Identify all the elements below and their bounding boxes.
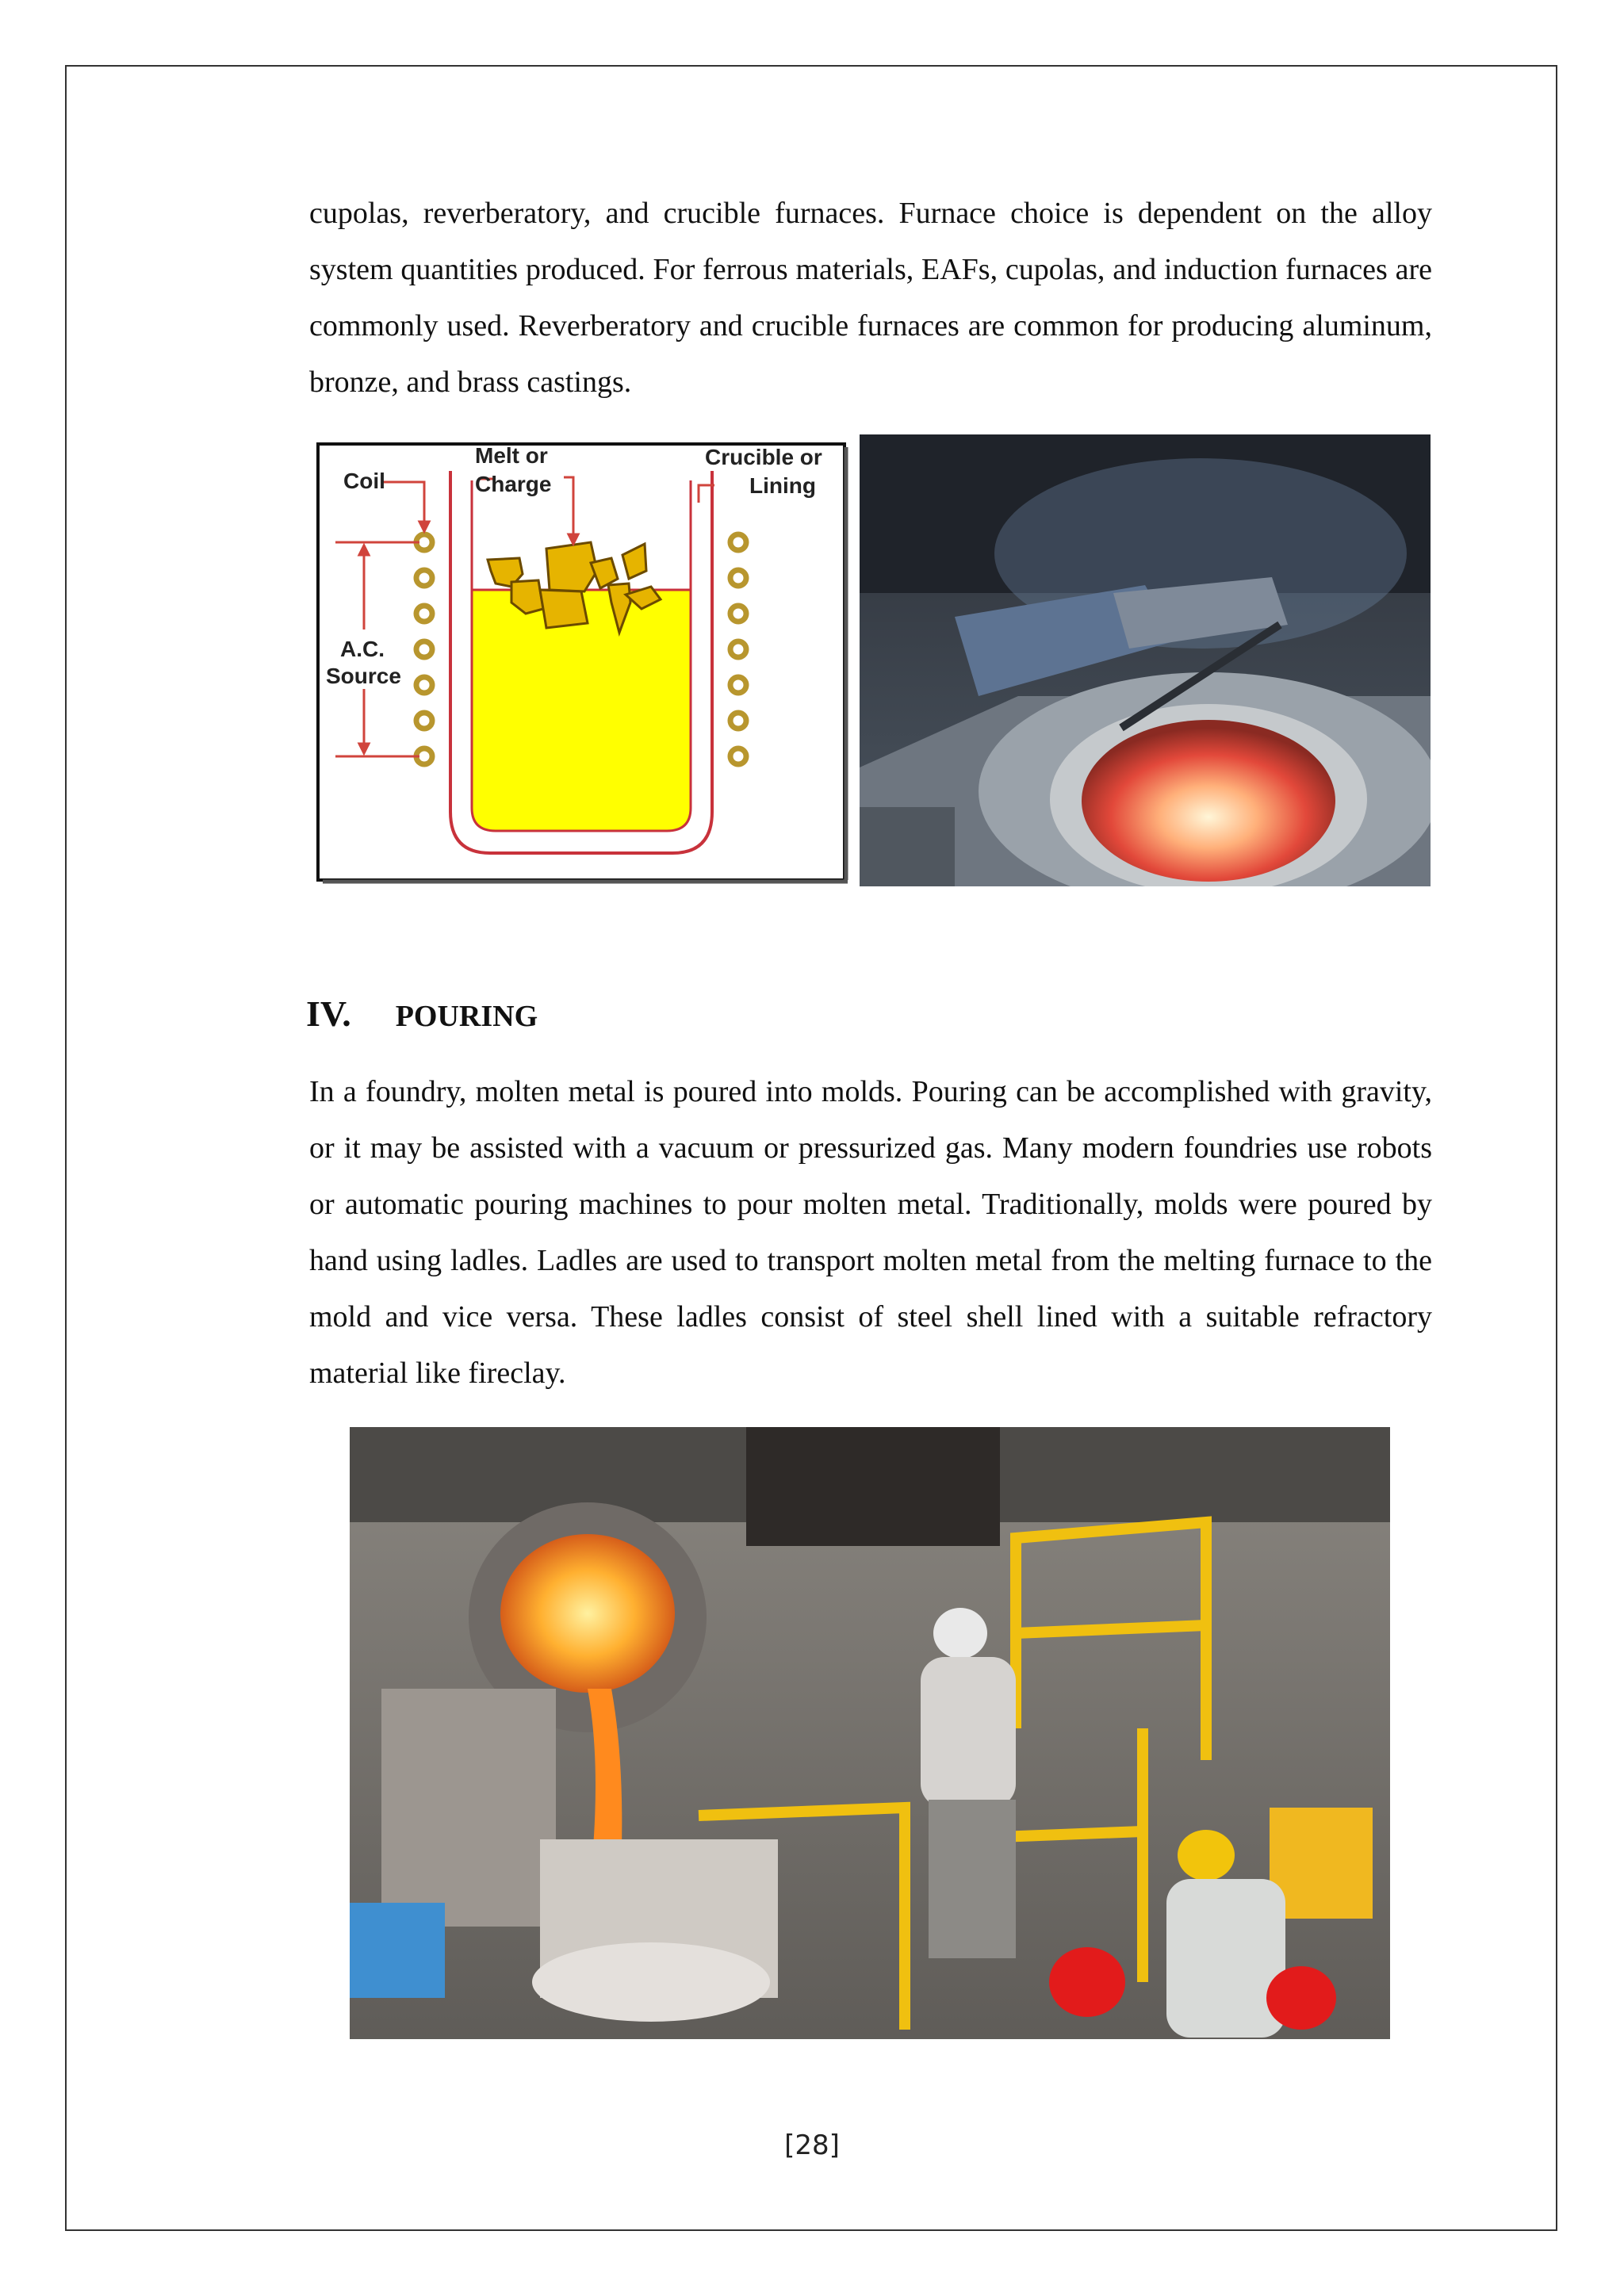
body-paragraph-furnaces: cupolas, reverberatory, and crucible furnaces. Furnace choice is dependent on the alloy system quantities produced. For ferrous materials, EAFs, cupolas, and induction furnaces are commonly used. Reverberatory and crucible furnaces are common for producing aluminum, bronze, and brass castings.: [309, 197, 1432, 399]
label-crucible-1: Crucible or: [705, 445, 822, 469]
induction-furnace-diagram: [312, 439, 851, 886]
page-number: [28]: [784, 2130, 840, 2161]
section-number: IV.: [306, 993, 351, 1034]
furnace-photo: [860, 434, 1431, 886]
body-paragraph-pouring: In a foundry, molten metal is poured into molds. Pouring can be accomplished with gravity, or it may be assisted with a vacuum or pressurized gas. Many modern foundries use robots or automatic pouring machines to pour molten metal. Traditionally, molds were poured by hand using ladles. Ladles are used to transport molten metal from the melting furnace to the mold and vice versa. These ladles consist of steel shell lined with a suitable refractory material like fireclay.: [309, 1075, 1432, 1390]
label-coil: Coil: [343, 469, 385, 493]
label-melt-1: Melt or: [475, 443, 548, 468]
label-source-2: Source: [326, 664, 401, 688]
label-source-1: A.C.: [340, 637, 385, 661]
label-melt-2: Charge: [475, 472, 552, 496]
label-crucible-2: Lining: [749, 473, 816, 498]
section-heading: [306, 993, 538, 1035]
pouring-photo: [350, 1427, 1390, 2039]
section-title: POURING: [395, 1000, 538, 1033]
